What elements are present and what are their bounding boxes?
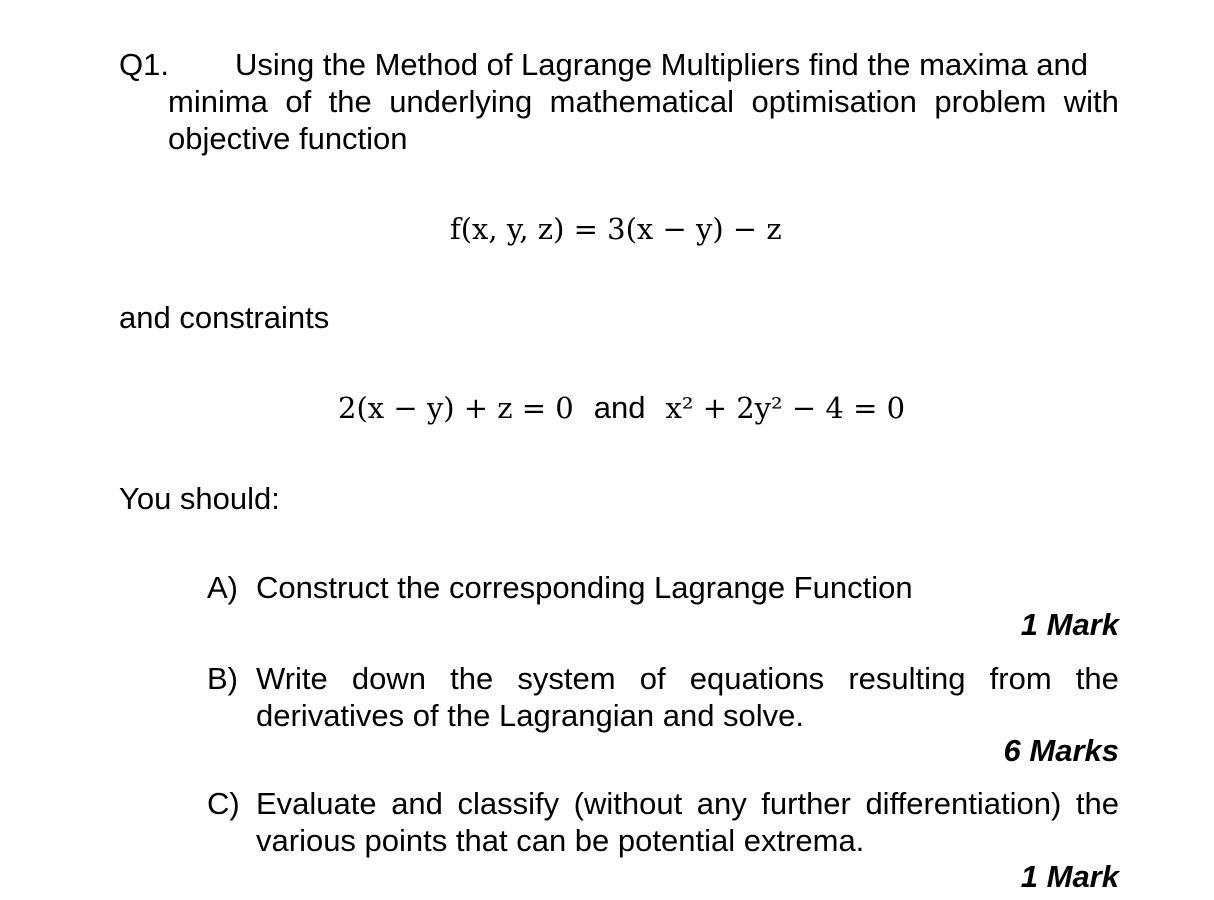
objective-rhs: = 3(x − y) − z: [573, 212, 782, 246]
intro-word: underlying: [389, 84, 533, 119]
constraints-joiner: and: [593, 390, 646, 425]
part-a-marks: 1 Mark: [1020, 607, 1119, 642]
intro-word: with: [1063, 84, 1119, 119]
part-c-marks: 1 Mark: [1020, 859, 1119, 894]
part-b-word: equations: [689, 661, 825, 696]
objective-lhs: f(x, y, z): [450, 212, 565, 246]
part-b-marks: 6 Marks: [1003, 733, 1119, 768]
part-b-word: Write: [256, 661, 328, 696]
part-c-word: differentiation): [865, 786, 1062, 821]
part-c-word: the: [1075, 786, 1119, 821]
intro-word: optimisation: [751, 84, 917, 119]
part-c-word: further: [761, 786, 851, 821]
part-c-word: and: [391, 786, 443, 821]
question-intro-line-3: objective function: [168, 121, 408, 156]
part-b-word: of: [639, 661, 666, 696]
question-intro-line-2: [168, 83, 1119, 120]
objective-function-equation: [450, 212, 782, 246]
intro-word: problem: [934, 84, 1047, 119]
intro-word: minima: [168, 84, 268, 119]
part-b-word: the: [1075, 661, 1119, 696]
constraint-2: x² + 2y² − 4 = 0: [665, 391, 906, 425]
part-c-word: (without: [573, 786, 683, 821]
intro-word: of: [285, 84, 312, 119]
part-b-word: down: [351, 661, 427, 696]
question-number: Q1.: [119, 47, 169, 82]
question-intro-line-1: Using the Method of Lagrange Multipliers find the maxima and: [235, 47, 1088, 82]
part-b-word: resulting: [848, 661, 966, 696]
you-should-label: You should:: [119, 481, 280, 516]
intro-word: the: [328, 84, 372, 119]
part-c-text-line-2: various points that can be potential extrema.: [256, 823, 865, 858]
part-b-text-line-1: [256, 660, 1119, 697]
part-b-text-line-2: derivatives of the Lagrangian and solve.: [256, 698, 805, 733]
part-c-word: classify: [457, 786, 560, 821]
part-b-word: system: [517, 661, 616, 696]
part-a-label: A): [207, 570, 238, 605]
intro-word: mathematical: [549, 84, 735, 119]
part-c-text-line-1: [256, 785, 1119, 822]
part-b-word: from: [989, 661, 1052, 696]
constraints-label: and constraints: [119, 300, 330, 335]
part-b-word: the: [450, 661, 494, 696]
part-c-word: Evaluate: [256, 786, 377, 821]
part-b-label: B): [207, 661, 238, 696]
constraint-1: 2(x − y) + z = 0: [338, 391, 574, 425]
constraints-equations: [338, 390, 905, 426]
part-c-word: any: [696, 786, 747, 821]
part-a-text: Construct the corresponding Lagrange Function: [256, 570, 913, 605]
part-c-label: C): [207, 786, 240, 821]
